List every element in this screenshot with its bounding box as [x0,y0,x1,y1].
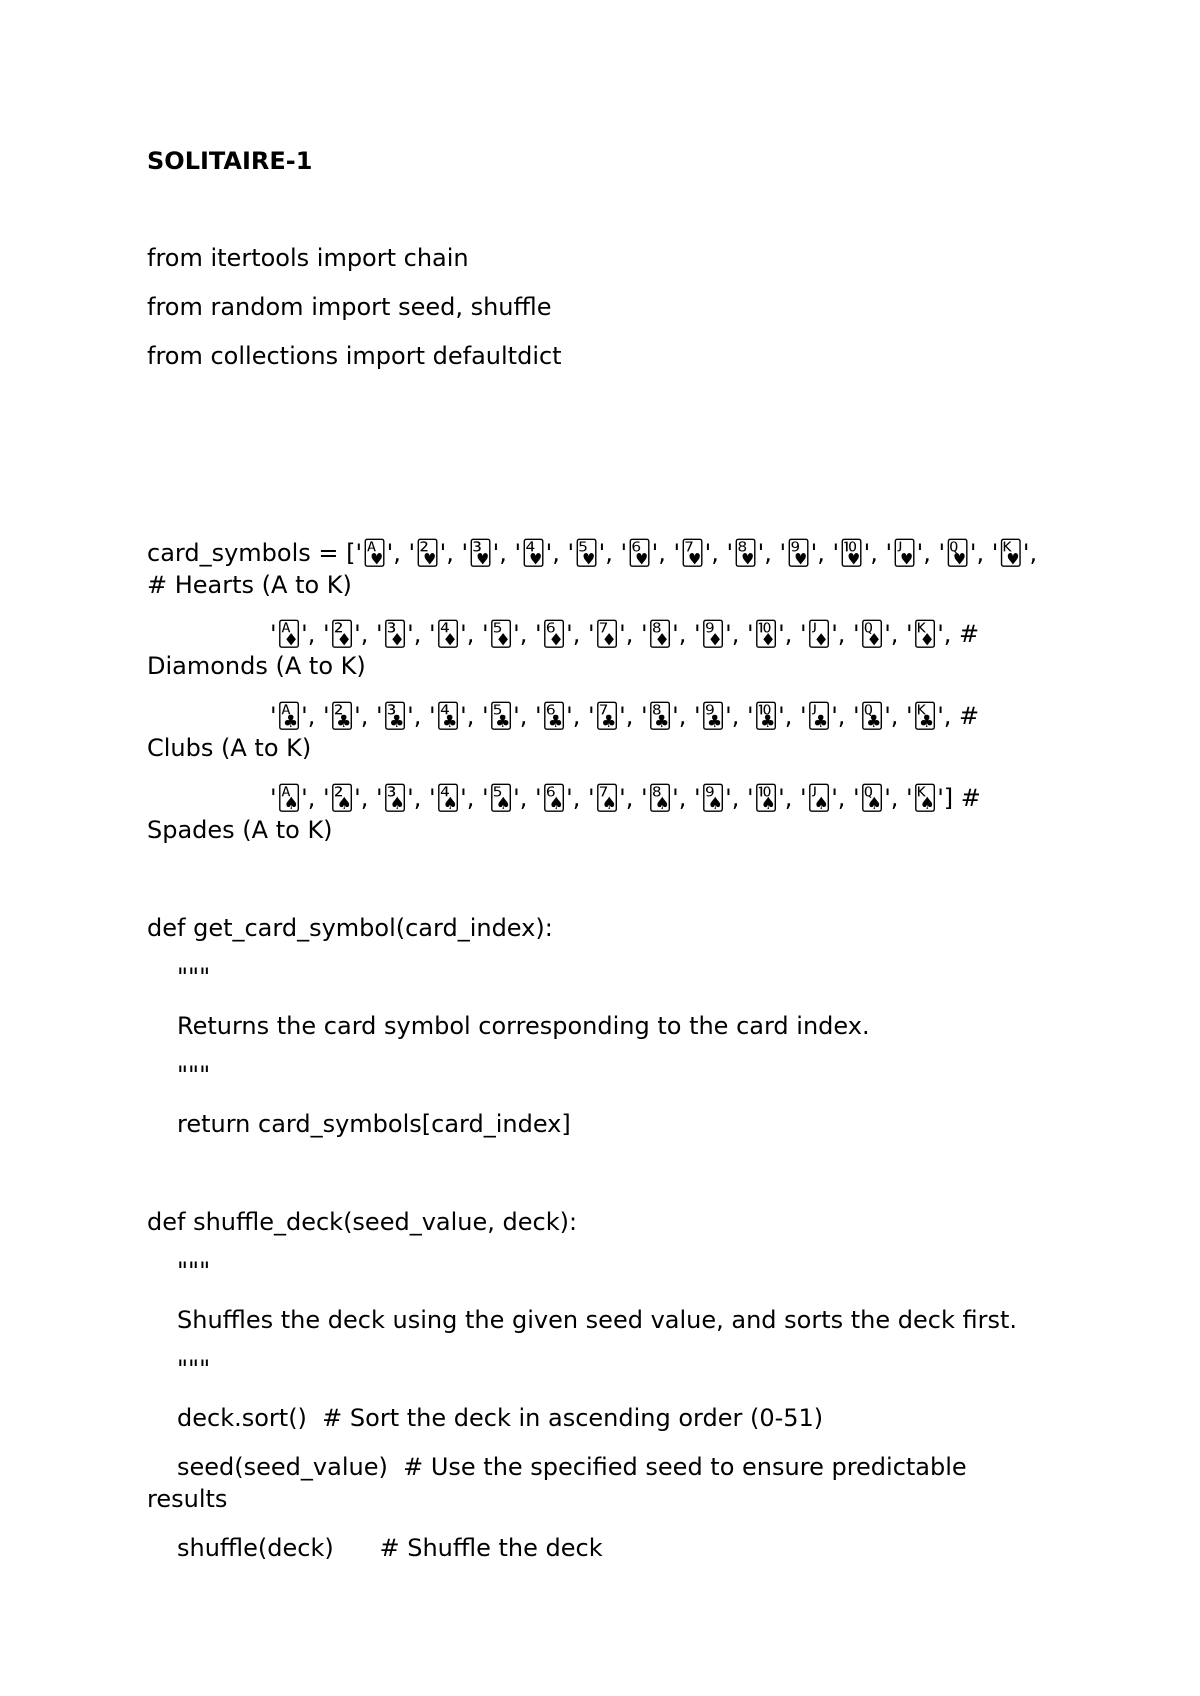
def-get-card-symbol: def get_card_symbol(card_index): [147,914,553,942]
docstring-quote: """ [177,1355,211,1383]
docstring-quote: """ [177,963,211,991]
card-symbols-hearts: card_symbols = ['🂱', '🂲', '🂳', '🂴', '🂵', '🂶', '🂷', '🂸', '🂹', '🂺', '🂻', '🂽', '🂾', [147,539,1038,567]
docstring-quote: """ [177,1061,211,1089]
docstring-quote: """ [177,1257,211,1285]
import-line: from collections import defaultdict [147,342,562,370]
def-shuffle-deck: def shuffle_deck(seed_value, deck): [147,1208,578,1236]
return-statement: return card_symbols[card_index] [177,1110,571,1138]
docstring-text: Returns the card symbol corresponding to the card index. [177,1012,870,1040]
import-line: from random import seed, shuffle [147,293,552,321]
card-symbols-spades-comment: Spades (A to K) [147,816,333,844]
sort-statement: deck.sort() # Sort the deck in ascending order (0-51) [177,1404,824,1432]
card-symbols-diamonds: '🃁', '🃂', '🃃', '🃄', '🃅', '🃆', '🃇', '🃈', '🃉', '🃊', '🃋', '🃍', '🃎', # [270,620,980,648]
seed-statement-continued: results [147,1485,228,1513]
docstring-text: Shuffles the deck using the given seed value, and sorts the deck first. [177,1306,1018,1334]
card-symbols-diamonds-comment: Diamonds (A to K) [147,652,366,680]
document-title: SOLITAIRE-1 [147,147,313,175]
card-symbols-clubs: '🃑', '🃒', '🃓', '🃔', '🃕', '🃖', '🃗', '🃘', '🃙', '🃚', '🃛', '🃝', '🃞', # [270,702,980,730]
import-line: from itertools import chain [147,244,469,272]
shuffle-statement: shuffle(deck) # Shuffle the deck [177,1534,603,1562]
card-symbols-hearts-comment: # Hearts (A to K) [147,571,352,599]
card-symbols-spades: '🂡', '🂢', '🂣', '🂤', '🂥', '🂦', '🂧', '🂨', '🂩', '🂪', '🂫', '🂭', '🂮'] # [270,784,981,812]
seed-statement: seed(seed_value) # Use the specified seed to ensure predictable [177,1453,967,1481]
card-symbols-clubs-comment: Clubs (A to K) [147,734,312,762]
